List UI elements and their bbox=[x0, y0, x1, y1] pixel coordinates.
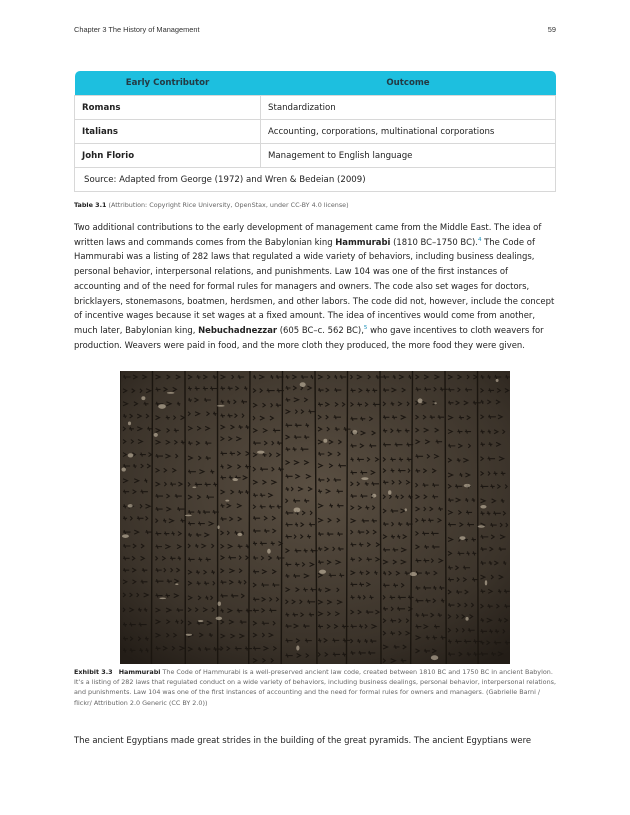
table-caption-label: Table 3.1 bbox=[74, 201, 107, 209]
early-contributors-table bbox=[74, 71, 556, 192]
paragraph-text: who gave incentives to cloth weavers for production. Weavers were paid in food, and the more cloth they produced, the more food they were given. bbox=[74, 324, 544, 350]
key-term-hammurabi: Hammurabi bbox=[335, 236, 391, 247]
outcome-cell: Standardization bbox=[261, 96, 556, 120]
table-source: Source: Adapted from George (1972) and Wren & Bedeian (2009) bbox=[75, 168, 556, 192]
paragraph-text: (605 BC–c. 562 BC), bbox=[277, 324, 364, 335]
key-term-nebuchadnezzar: Nebuchadnezzar bbox=[198, 324, 278, 335]
table-row bbox=[75, 120, 556, 144]
chapter-title: Chapter 3 The History of Management bbox=[74, 25, 200, 34]
table-header-row bbox=[75, 71, 556, 96]
paragraph-text: The ancient Egyptians made great strides in the building of the great pyramids. The ancient Egyptians were bbox=[74, 735, 532, 745]
contributor-cell: John Florio bbox=[75, 144, 261, 168]
table-caption bbox=[74, 201, 556, 209]
contributor-cell: Romans bbox=[75, 96, 261, 120]
paragraph-text: The Code of Hammurabi was a listing of 282 laws that regulated a wide variety of behaviors, including business dealings, personal behavior, interpersonal relations, and punishments. Law 104 was one of the first instances of accounting and of the need for formal rules for managers and owners. The code also set wages for doctors, bricklayers, stonemasons, boatmen, herdsmen, and other labors. The code did not, however, include the concept of incentive wages because it set wages at a fixed amount. The idea of incentives would come from another, much later, Babylonian king, bbox=[74, 236, 555, 335]
table-caption-attribution: (Attribution: Copyright Rice University, OpenStax, under CC-BY 4.0 license) bbox=[108, 201, 349, 209]
paragraph-text: Two additional contributions to the early development of management came from the Middle East. The idea of written laws and commands comes from the Babylonian king bbox=[74, 222, 542, 247]
contributor-cell: Italians bbox=[75, 120, 261, 144]
footnote-link[interactable]: 4 bbox=[477, 236, 482, 243]
body-paragraph bbox=[74, 733, 556, 748]
page-number: 59 bbox=[547, 25, 556, 34]
exhibit-title: Hammurabi bbox=[118, 668, 161, 676]
column-header-contributor: Early Contributor bbox=[75, 71, 261, 96]
page-header bbox=[74, 25, 556, 34]
outcome-cell: Accounting, corporations, multinational corporations bbox=[261, 120, 556, 144]
paragraph-text: (1810 BC–1750 BC). bbox=[390, 236, 478, 247]
exhibit-description: The Code of Hammurabi is a well-preserved ancient law code, created between 1810 BC and 1750 BC in ancient Babylon. It’s a listing of 282 laws that regulated conduct on a wide variety of behaviors, including business dealings, personal behavior, interpersonal relations, and punishments. Law 104 was one of the first instances of accounting and the need for formal rules for owners and managers. (Gabrielle Barni / flickr/ Attribution 2.0 Generic (CC BY 2.0)) bbox=[74, 668, 557, 707]
exhibit-caption bbox=[74, 667, 556, 708]
table-source-row bbox=[75, 168, 556, 192]
outcome-cell: Management to English language bbox=[261, 144, 556, 168]
body-paragraph bbox=[74, 220, 556, 352]
hammurabi-code-photo bbox=[120, 371, 510, 664]
exhibit-label: Exhibit 3.3 bbox=[74, 668, 113, 676]
footnote-link[interactable]: 5 bbox=[363, 324, 368, 331]
table-row bbox=[75, 96, 556, 120]
column-header-outcome: Outcome bbox=[261, 71, 556, 96]
table-row bbox=[75, 144, 556, 168]
